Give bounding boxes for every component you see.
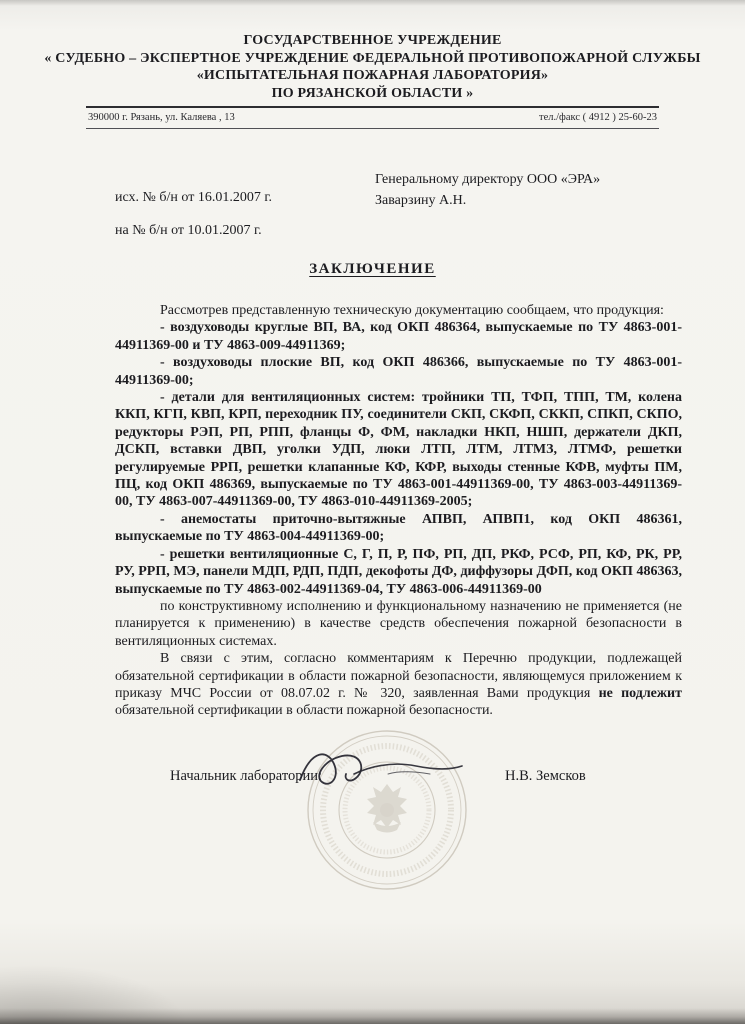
recipient-name: Заварзину А.Н. (375, 193, 467, 208)
paragraph-conclusion-1: по конструктивному исполнению и функциональному назначению не применяется (не планируется к применению) в качестве средств обеспечения пожарной безопасности в вентиляционных системах. (115, 598, 682, 649)
product-item: - решетки вентиляционные С, Г, П, Р, ПФ, РП, ДП, РКФ, РСФ, РП, КФ, РК, РР, РУ, РРП, МЭ, панели МДП, РДП, ПДП, декофоты ДФ, диффузоры ДФП, код ОКП 486363, выпускаемые по ТУ 4863-002-44911369-04, ТУ 4863-006-44911369-00 (115, 546, 682, 597)
outgoing-ref: исх. № б/н от 16.01.2007 г. (115, 190, 272, 205)
signatory-name: Н.В. Земсков (505, 768, 586, 784)
scan-edge-top (0, 0, 745, 6)
org-name-line1: ГОСУДАРСТВЕННОЕ УЧРЕЖДЕНИЕ (243, 33, 502, 48)
contact-row (86, 108, 659, 128)
incoming-ref: на № б/н от 10.01.2007 г. (115, 223, 262, 238)
reference-block (0, 169, 745, 261)
handwritten-signature (292, 740, 470, 798)
conclusion-text-after: обязательной сертификации в области пожарной безопасности. (115, 703, 493, 719)
org-name-line4: ПО РЯЗАНСКОЙ ОБЛАСТИ » (271, 85, 474, 101)
org-name-line2: « СУДЕБНО – ЭКСПЕРТНОЕ УЧРЕЖДЕНИЕ ФЕДЕРАЛЬНОЙ ПРОТИВОПОЖАРНОЙ СЛУЖБЫ (44, 50, 701, 66)
product-item: - детали для вентиляционных систем: тройники ТП, ТФП, ТПП, ТМ, колена ККП, КГП, КВП, КРП, переходник ПУ, соединители СКП, СКФП, СККП, СПКП, СКПО, редукторы РЭП, РП, РПП, фланцы Ф, ФМ, накладки НКП, НШП, держатели ДКП, ДСКП, вставки ДВП, уголки УДП, люки ЛТП, ЛТМ, ЛТМЗ, ЛТМФ, решетки регулируемые РРП, решетки клапанные КФ, КФР, выходы стенные КФВ, муфты ПМ, ПЦ, код ОКП 486369, выпускаемые по ТУ 4863-001-44911369-00, ТУ 4863-003-44911369-00, ТУ 4863-007-44911369-00, ТУ 4863-010-44911369-2005; (115, 390, 682, 510)
conclusion-emphasis: не подлежит (598, 685, 682, 701)
document-title: ЗАКЛЮЧЕНИЕ (309, 261, 436, 277)
product-item: - воздуховоды круглые ВП, ВА, код ОКП 486364, выпускаемые по ТУ 4863-001-44911369-00 и ТУ 4863-009-44911369; (115, 320, 682, 353)
paragraph-intro: Рассмотрев представленную техническую документацию сообщаем, что продукция: (160, 303, 664, 318)
conclusion-text-before: В связи с этим, согласно комментариям к Перечню продукции, подлежащей обязательной сертификации в области пожарной безопасности, являющемуся приложением к приказу МЧС России от 08.07.02 г. № 320, заявленная Вами продукция (115, 651, 682, 701)
paragraph-conclusion-2 (115, 650, 682, 720)
recipient-title: Генеральному директору ООО «ЭРА» (375, 172, 601, 187)
product-item: - воздуховоды плоские ВП, код ОКП 486366, выпускаемые по ТУ 4863-001-44911369-00; (115, 355, 682, 388)
org-name-line3: «ИСПЫТАТЕЛЬНАЯ ПОЖАРНАЯ ЛАБОРАТОРИЯ» (196, 68, 549, 83)
signature-label: Начальник лаборатории: (170, 768, 323, 784)
rule-thin (86, 128, 659, 129)
product-item: - анемостаты приточно-вытяжные АПВП, АПВП1, код ОКП 486361, выпускаемые по ТУ 4863-004-44911369-00; (115, 511, 682, 545)
scan-edge-bottom (0, 1008, 745, 1024)
document-body (115, 302, 682, 720)
org-phone: тел./факс ( 4912 ) 25-60-23 (539, 112, 657, 123)
org-address: 390000 г. Рязань, ул. Каляева , 13 (88, 112, 235, 123)
letterhead (0, 0, 745, 102)
recipient-block (375, 169, 600, 211)
letterhead-rule-block (86, 106, 659, 129)
